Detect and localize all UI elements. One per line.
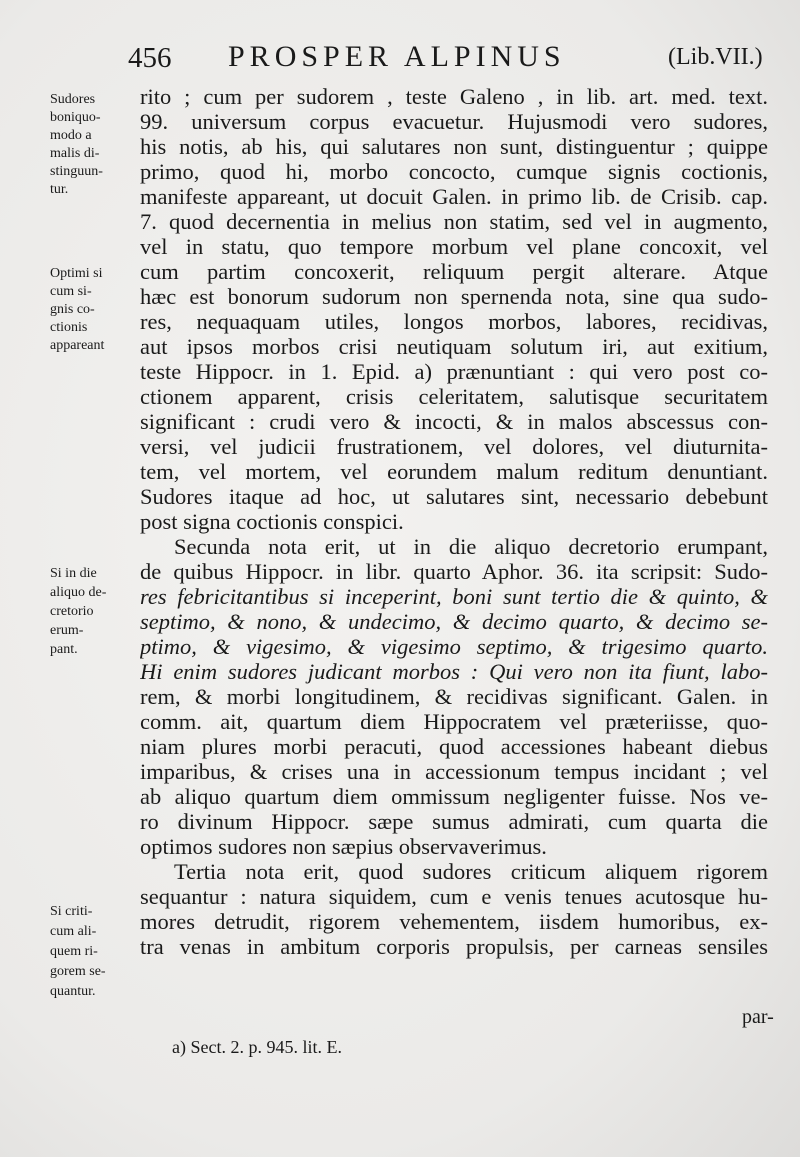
text-line: Tertia nota erit, quod sudores criticum aliquem rigorem [174, 859, 768, 884]
margin-line: Si criti- [50, 904, 93, 919]
margin-line: pant. [50, 642, 78, 657]
margin-line: quantur. [50, 984, 96, 999]
text-line: 99. universum corpus evacuetur. Hujusmodi vero sudores, [140, 109, 768, 134]
margin-line: quem ri- [50, 944, 98, 959]
margin-line: Sudores [50, 92, 96, 107]
text-line: manifeste appareant, ut docuit Galen. in primo lib. de Crisib. cap. [140, 184, 768, 209]
text-line: aut ipsos morbos crisi neutiquam solutum iri, aut exitium, [140, 334, 768, 359]
text-line: hæc est bonorum sudorum non spernenda nota, sine qua sudo- [140, 284, 768, 309]
text-line: teste Hippocr. in 1. Epid. a) prænuntiant : qui vero post co- [140, 359, 768, 384]
book-reference: (Lib.VII.) [668, 44, 763, 70]
text-line: sequantur : natura siquidem, cum e venis tenues acutosque hu- [140, 884, 768, 909]
text-line: cum partim concoxerit, reliquum pergit alterare. Atque [140, 259, 768, 284]
text-line: tem, vel mortem, vel eorundem malum reditum denuntiant. [140, 459, 768, 484]
margin-line: gnis co- [50, 302, 95, 317]
margin-line: Si in die [50, 566, 97, 581]
margin-line: erum- [50, 623, 84, 638]
margin-line: cum ali- [50, 924, 97, 939]
text-line: ro divinum Hippocr. sæpe sumus admirati, cum quarta die [140, 809, 768, 834]
text-line: res, nequaquam utiles, longos morbos, labores, recidivas, [140, 309, 768, 334]
text-line: post signa coctionis conspici. [140, 509, 404, 534]
text-line: mores detrudit, rigorem vehementem, iisdem humoribus, ex- [140, 909, 768, 934]
margin-line: cretorio [50, 604, 94, 619]
margin-line: stinguun- [50, 164, 103, 179]
margin-line: modo a [50, 128, 92, 143]
footnote: a) Sect. 2. p. 945. lit. E. [172, 1037, 342, 1057]
margin-line: boniquo- [50, 110, 101, 125]
page-header [0, 38, 800, 78]
text-line: optimos sudores non sæpius observaverimus. [140, 834, 547, 859]
text-line: comm. ait, quartum diem Hippocratem vel præteriisse, quo- [140, 709, 768, 734]
text-line: imparibus, & crises una in accessionum tempus incidant ; vel [140, 759, 768, 784]
margin-line: Optimi si [50, 266, 103, 281]
margin-line: gorem se- [50, 964, 106, 979]
text-line: vel in statu, quo tempore morbum vel plane concoxit, vel [140, 234, 768, 259]
text-line: Secunda nota erit, ut in die aliquo decretorio erumpant, [174, 534, 768, 559]
text-line: significant : crudi vero & incocti, & in malos abscessus con- [140, 409, 768, 434]
text-line: niam plures morbi peracuti, quod accessiones habeant diebus [140, 734, 768, 759]
margin-line: appareant [50, 338, 105, 353]
margin-line: cum si- [50, 284, 92, 299]
text-line: tra venas in ambitum corporis propulsis, per carneas sensiles [140, 934, 768, 959]
margin-line: malis di- [50, 146, 100, 161]
margin-line: aliquo de- [50, 585, 107, 600]
text-line: versi, vel judicii frustrationem, vel dolores, vel diuturnita- [140, 434, 768, 459]
text-line: Sudores itaque ad hoc, ut salutares sint, necessario debebunt [140, 484, 768, 509]
text-line: septimo, & nono, & undecimo, & decimo quarto, & decimo se- [140, 609, 768, 634]
text-line: Hi enim sudores judicant morbos : Qui vero non ita fiunt, labo- [140, 659, 768, 684]
text-line: rito ; cum per sudorem , teste Galeno , in lib. art. med. text. [140, 84, 768, 109]
text-line: 7. quod decernentia in melius non statim, sed vel in augmento, [140, 209, 768, 234]
text-line: ctionem apparent, crisis celeritatem, salutisque securitatem [140, 384, 768, 409]
running-head: PROSPER ALPINUS [228, 40, 566, 73]
text-line: primo, quod hi, morbo concocto, cumque signis coctionis, [140, 159, 768, 184]
margin-line: tur. [50, 182, 69, 197]
margin-line: ctionis [50, 320, 88, 335]
text-line: rem, & morbi longitudinem, & recidivas significant. Galen. in [140, 684, 768, 709]
page-number: 456 [128, 42, 172, 74]
text-line: de quibus Hippocr. in libr. quarto Aphor. 36. ita scripsit: Sudo- [140, 559, 768, 584]
text-line: ab aliquo quartum diem ommissum negligenter fuisse. Nos ve- [140, 784, 768, 809]
text-line: ptimo, & vigesimo, & vigesimo septimo, & trigesimo quarto. [140, 634, 768, 659]
text-line: his notis, ab his, qui salutares non sunt, distinguentur ; quippe [140, 134, 768, 159]
catchword: par- [742, 1006, 774, 1028]
text-line: res febricitantibus si inceperint, boni sunt tertio die & quinto, & [140, 584, 768, 609]
